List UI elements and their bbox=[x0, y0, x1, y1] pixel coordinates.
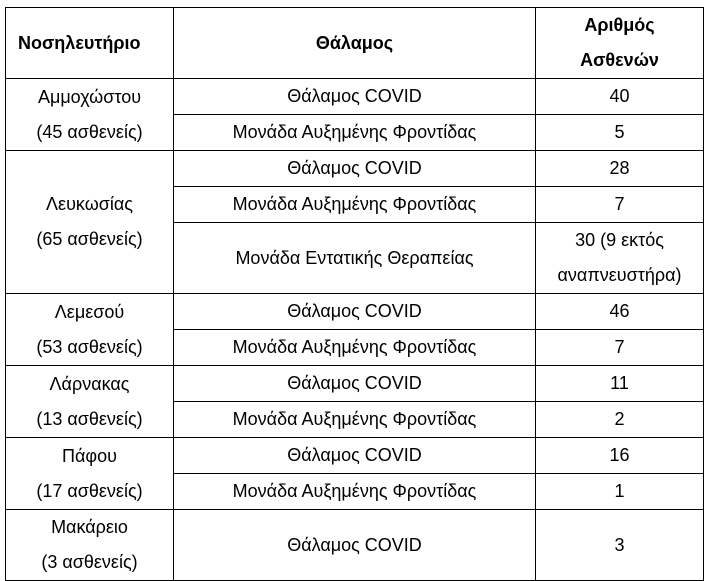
ward-cell: Θάλαμος COVID bbox=[174, 366, 536, 402]
hospital-cell bbox=[6, 294, 174, 366]
header-count-line2: Ασθενών bbox=[580, 50, 659, 70]
table-row bbox=[6, 438, 704, 474]
header-hospital: Νοσηλευτήριο bbox=[6, 8, 174, 79]
table-row bbox=[6, 151, 704, 187]
header-ward: Θάλαμος bbox=[174, 8, 536, 79]
table-row bbox=[6, 366, 704, 402]
count-cell: 1 bbox=[536, 474, 704, 510]
count-cell: 3 bbox=[536, 510, 704, 581]
ward-cell: Μονάδα Αυξημένης Φροντίδας bbox=[174, 330, 536, 366]
header-row bbox=[6, 8, 704, 79]
ward-cell: Θάλαμος COVID bbox=[174, 79, 536, 115]
patients-table bbox=[5, 7, 704, 581]
table-row bbox=[6, 79, 704, 115]
hospital-name: Αμμοχώστου bbox=[37, 86, 142, 107]
count-cell: 7 bbox=[536, 330, 704, 366]
table-row bbox=[6, 510, 704, 581]
count-line2: αναπνευστήρα) bbox=[557, 265, 682, 285]
hospital-cell bbox=[6, 366, 174, 438]
table-row bbox=[6, 294, 704, 330]
hospital-cell bbox=[6, 510, 174, 581]
count-cell: 16 bbox=[536, 438, 704, 474]
count-cell: 11 bbox=[536, 366, 704, 402]
hospital-total: (17 ασθενείς) bbox=[36, 480, 143, 501]
hospital-total: (13 ασθενείς) bbox=[36, 408, 143, 429]
header-patient-count bbox=[536, 8, 704, 79]
ward-cell: Μονάδα Αυξημένης Φροντίδας bbox=[174, 474, 536, 510]
count-cell: 28 bbox=[536, 151, 704, 187]
hospital-total: (53 ασθενείς) bbox=[36, 336, 143, 357]
count-cell: 5 bbox=[536, 115, 704, 151]
hospital-total: (3 ασθενείς) bbox=[41, 552, 138, 572]
hospital-total: (65 ασθενείς) bbox=[36, 229, 143, 249]
ward-cell: Μονάδα Αυξημένης Φροντίδας bbox=[174, 187, 536, 223]
ward-cell: Θάλαμος COVID bbox=[174, 151, 536, 187]
header-count-line1: Αριθμός bbox=[584, 15, 655, 35]
hospital-total: (45 ασθενείς) bbox=[36, 121, 143, 142]
count-cell: 7 bbox=[536, 187, 704, 223]
ward-cell: Θάλαμος COVID bbox=[174, 510, 536, 581]
hospital-cell bbox=[6, 151, 174, 294]
count-cell: 46 bbox=[536, 294, 704, 330]
hospital-name: Πάφου bbox=[62, 445, 117, 466]
hospital-name: Λευκωσίας bbox=[46, 194, 133, 214]
count-line1: 30 (9 εκτός bbox=[575, 230, 664, 250]
count-cell: 40 bbox=[536, 79, 704, 115]
ward-cell: Μονάδα Αυξημένης Φροντίδας bbox=[174, 115, 536, 151]
hospital-name: Λάρνακας bbox=[49, 373, 130, 394]
hospital-name: Λεμεσού bbox=[54, 301, 125, 322]
count-cell: 2 bbox=[536, 402, 704, 438]
ward-cell: Μονάδα Αυξημένης Φροντίδας bbox=[174, 402, 536, 438]
ward-cell: Θάλαμος COVID bbox=[174, 438, 536, 474]
ward-cell: Μονάδα Εντατικής Θεραπείας bbox=[174, 223, 536, 294]
count-cell bbox=[536, 223, 704, 294]
hospital-cell bbox=[6, 79, 174, 151]
ward-cell: Θάλαμος COVID bbox=[174, 294, 536, 330]
hospital-name: Μακάρειο bbox=[51, 517, 128, 537]
hospital-cell bbox=[6, 438, 174, 510]
